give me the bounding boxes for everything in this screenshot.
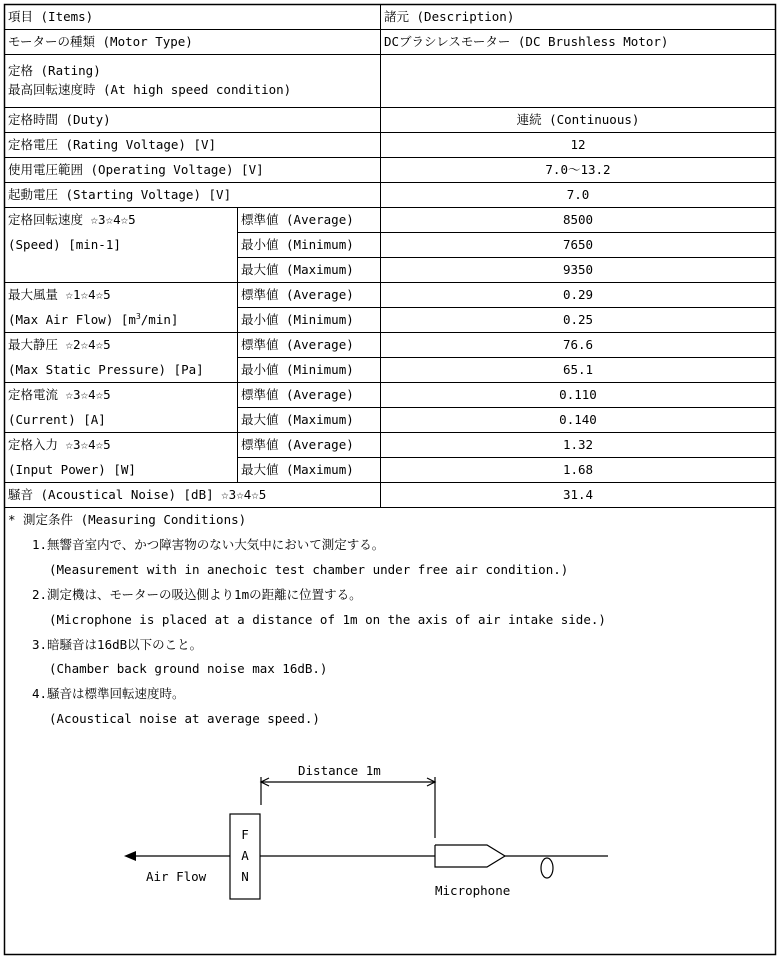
note-1-jp: 1.無響音室内で、かつ障害物のない大気中において測定する。 — [32, 537, 385, 552]
rating-voltage-value: 12 — [570, 137, 586, 152]
static-pressure-sub-minimum: 最小値 (Minimum) — [241, 362, 354, 377]
distance-label: Distance 1m — [298, 763, 381, 778]
static-pressure-value-average: 76.6 — [562, 337, 594, 352]
speed-label-line1: 定格回転速度 ☆3☆4☆5 — [8, 212, 136, 227]
current-label-line2: (Current) [A] — [8, 412, 106, 427]
current-sub-maximum: 最大値 (Maximum) — [241, 412, 354, 427]
air-flow-value-minimum: 0.25 — [562, 312, 594, 327]
microphone-label: Microphone — [435, 883, 511, 898]
static-pressure-label-line2: (Max Static Pressure) [Pa] — [8, 362, 204, 377]
speed-value-average: 8500 — [562, 212, 594, 227]
rating-voltage-label: 定格電圧 (Rating Voltage) [V] — [8, 137, 217, 152]
starting-voltage-label: 起動電圧 (Starting Voltage) [V] — [8, 187, 232, 202]
noise-label: 騒音 (Acoustical Noise) [dB] ☆3☆4☆5 — [8, 487, 267, 502]
note-2-jp: 2.測定機は、モーターの吸込側より1mの距離に位置する。 — [32, 587, 362, 602]
header-item: 項目 (Items) — [8, 9, 94, 24]
input-power-sub-average: 標準値 (Average) — [241, 437, 354, 452]
fan-letter-a: A — [241, 848, 249, 863]
cable-loop — [541, 858, 553, 878]
note-4-jp: 4.騒音は標準回転速度時。 — [32, 686, 185, 701]
note-2-en: (Microphone is placed at a distance of 1m on the axis of air intake side.) — [49, 612, 606, 627]
motor-type-value: DCブラシレスモーター (DC Brushless Motor) — [384, 34, 669, 49]
microphone-body — [435, 845, 505, 867]
operating-voltage-value: 7.0～13.2 — [545, 162, 611, 177]
speed-value-maximum: 9350 — [562, 262, 594, 277]
header-description: 諸元 (Description) — [384, 9, 515, 24]
speed-sub-maximum: 最大値 (Maximum) — [241, 262, 354, 277]
air-flow-value-average: 0.29 — [562, 287, 594, 302]
duty-value: 連続 (Continuous) — [516, 112, 640, 127]
input-power-label-line2: (Input Power) [W] — [8, 462, 136, 477]
notes-heading: * 測定条件 (Measuring Conditions) — [8, 512, 247, 527]
input-power-value-maximum: 1.68 — [562, 462, 594, 477]
note-1-en: (Measurement with in anechoic test chamber under free air condition.) — [49, 562, 569, 577]
noise-value: 31.4 — [562, 487, 594, 502]
static-pressure-value-minimum: 65.1 — [562, 362, 594, 377]
input-power-label-line1: 定格入力 ☆3☆4☆5 — [8, 437, 111, 452]
speed-value-minimum: 7650 — [562, 237, 594, 252]
note-3-jp: 3.暗騒音は16dB以下のこと。 — [32, 637, 203, 652]
motor-type-label: モーターの種類 (Motor Type) — [8, 34, 193, 49]
duty-label: 定格時間 (Duty) — [8, 112, 111, 127]
air-flow-arrowhead — [124, 851, 136, 861]
current-label-line1: 定格電流 ☆3☆4☆5 — [8, 387, 111, 402]
note-3-en: (Chamber back ground noise max 16dB.) — [49, 661, 328, 676]
input-power-value-average: 1.32 — [562, 437, 594, 452]
speed-sub-average: 標準値 (Average) — [241, 212, 354, 227]
rating-label-line2: 最高回転速度時 (At high speed condition) — [8, 82, 292, 97]
current-value-average: 0.110 — [559, 387, 597, 402]
current-sub-average: 標準値 (Average) — [241, 387, 354, 402]
static-pressure-label-line1: 最大静圧 ☆2☆4☆5 — [8, 337, 111, 352]
air-flow-label: Air Flow — [146, 869, 207, 884]
starting-voltage-value: 7.0 — [566, 187, 590, 202]
note-4-en: (Acoustical noise at average speed.) — [49, 711, 320, 726]
air-flow-label-line2: (Max Air Flow) $[m^3/\min]$ — [8, 311, 179, 327]
speed-label-line2: (Speed) [min-1] — [8, 237, 121, 252]
fan-letter-f: F — [241, 827, 249, 842]
operating-voltage-label: 使用電圧範囲 (Operating Voltage) [V] — [8, 162, 264, 177]
speed-sub-minimum: 最小値 (Minimum) — [241, 237, 354, 252]
static-pressure-sub-average: 標準値 (Average) — [241, 337, 354, 352]
air-flow-sub-minimum: 最小値 (Minimum) — [241, 312, 354, 327]
air-flow-sub-average: 標準値 (Average) — [241, 287, 354, 302]
air-flow-label-line1: 最大風量 ☆1☆4☆5 — [8, 287, 111, 302]
input-power-sub-maximum: 最大値 (Maximum) — [241, 462, 354, 477]
fan-letter-n: N — [241, 869, 249, 884]
current-value-maximum: 0.140 — [559, 412, 597, 427]
rating-label-line1: 定格 (Rating) — [8, 63, 101, 78]
